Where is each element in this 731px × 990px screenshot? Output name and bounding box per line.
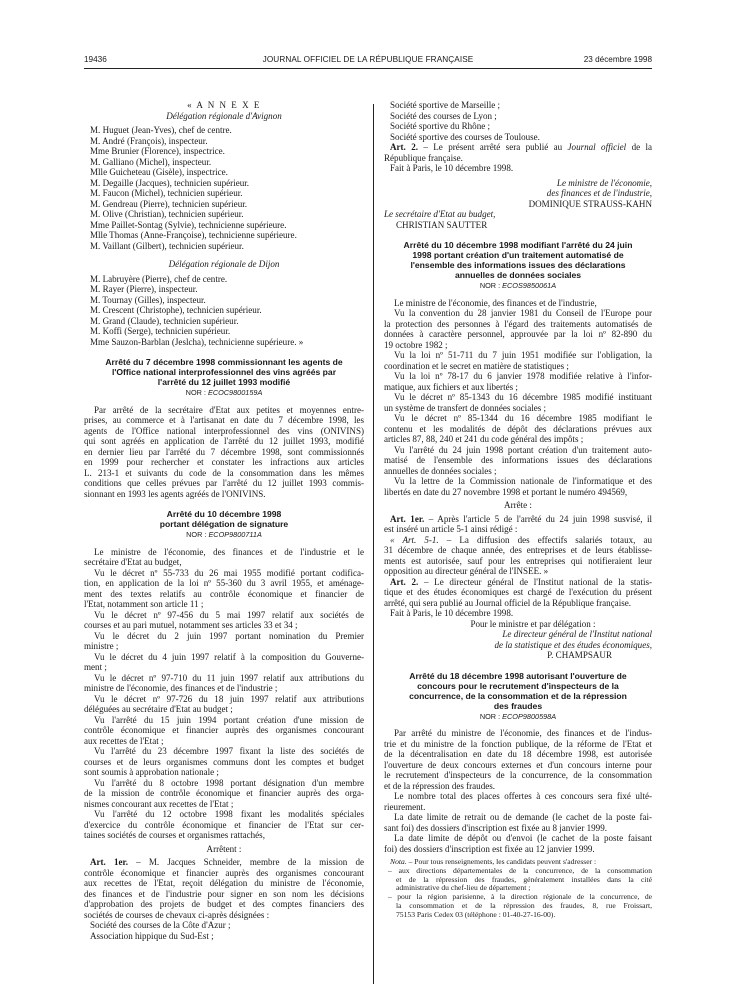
article-text: est inséré un article 5-1 ainsi rédigé : [384,524,518,534]
article-text: tique et des études économiques est chargé de l'exécution du présent [384,587,652,597]
paragraph-line: ministre de l'économie, des finances et de l'industrie ; [84,683,278,693]
list-item: M. Galliano (Michel), inspecteur. [90,156,212,167]
paragraph-line: aux recettes de l'Etat ; [84,735,164,746]
paragraph-line: Vu le décret nº 97-456 du 5 mai 1997 relatif aux sociétés de [94,609,364,620]
arrete-2-fait: Fait à Paris, le 10 décembre 1998. [390,163,514,173]
list-item: Société des courses de Lyon ; [390,110,497,121]
paragraph-line: taines sociétés de courses et organismes rattachés, [84,830,265,840]
title-line: des fraudes [493,700,543,711]
article-text: – Le directeur général de l'Institut national de la statis- [418,576,652,587]
signature-ministre: Le ministre de l'économie, des finances et de l'industrie, DOMINIQUE STRAUSS-KAHN [528,177,652,209]
paragraph-line: La date limite de dépôt ou d'envoi (le cachet de la poste faisant [394,833,652,843]
paragraph-line: Le ministre de l'économie, des finances et de l'industrie et le [94,546,364,557]
societes-list-left [84,920,364,941]
list-item: M. Huguet (Jean-Yves), chef de centre. [90,125,232,135]
paragraph-line [384,598,652,609]
paragraph-line: Vu la convention du 28 janvier 1981 du Conseil de l'Europe pour [394,308,652,318]
header-rule [84,68,652,69]
paragraph [84,547,364,568]
nota-item [384,867,652,893]
dijon-heading: Délégation régionale de Dijon [168,259,280,269]
paragraph-line: Vu la loi nº 51-711 du 7 juin 1951 modifiée sur l'obligation, la [394,350,652,360]
list-item: Société sportive des courses de Toulouse. [390,131,540,142]
page-header [84,55,652,67]
paragraph-line: agents de l'Office national interprofessionnel des vins (ONIVINS) [84,425,364,436]
right-column [384,100,652,920]
list-item: Société sportive de Marseille ; [390,100,501,110]
nota-line: – pour la région parisienne, à la direction régionale de la concurrence, de [388,892,652,902]
title-line: Arrêté du 10 décembre 1998 modifiant l'arrêté du 24 juin [403,240,633,250]
arrete-3-fait: Fait à Paris, le 10 décembre 1998. [390,608,514,618]
list-item: M. André (François), inspecteur. [90,135,208,146]
article-text: – Après l'article 5 de l'arrêté du 24 juin 1998 susvisé, il [424,513,652,524]
paragraph-line [84,857,364,868]
paragraph [384,392,652,413]
paragraph [384,445,652,477]
paragraph-line: 19 octobre 1982 ; [384,339,448,350]
arrete-3-nor: NOR : ECOS9850061A [479,281,557,290]
paragraph-line: sont soumis à approbation nationale ; [84,767,219,777]
list-item: M. Vaillant (Gilbert), technicien supérieur. [90,240,244,251]
arrete-1-title [84,357,364,387]
paragraph-line: Vu l'arrêté du 12 octobre 1998 fixant les modalités spéciales [94,809,364,819]
title-line: annuelles de données sociales [454,270,582,280]
avignon-members [84,125,364,251]
paragraph-line: contenu et les modalités de dépôt des déclarations prévues aux [384,423,652,434]
paragraph-line: Le nombre total des places offertes à ces concours sera fixé ulté- [394,791,652,801]
arrete-4-nor: NOR : ECOP9800598A [479,711,557,721]
title-line: concours pour le recrutement d'inspecteurs de la [417,680,619,691]
list-item: M. Rayer (Pierre), inspecteur. [90,284,198,294]
paragraph [384,413,652,445]
title-line: Arrêté du 7 décembre 1998 commissionnant les agents de [105,357,343,367]
article-label: Art. 2. [390,142,418,152]
annexe-title: « A N N E X E [187,100,261,110]
paragraph-line: Vu le décret nº 85-1344 du 16 décembre 1985 modifiant le [394,413,652,423]
nota-line: la consommation et de la répression des fraudes, 8, rue Froissart, [396,900,652,910]
paragraph-line [384,566,652,577]
article-text: – La diffusion des effectifs salariés totaux, au [438,534,653,545]
paragraph-line: un système de transfert de données sociales ; [384,402,547,413]
paragraph [84,809,364,841]
list-item: M. Gendreau (Pierre), technicien supérieur. [90,198,247,209]
paragraph-line [84,910,364,921]
paragraph-line: sionnant en 1993 les agents agréés de l'ONIVINS. [84,488,266,499]
title-line: portant délégation de signature [159,519,289,529]
journal-title: JOURNAL OFFICIEL DE LA RÉPUBLIQUE FRANÇAISE [262,55,474,64]
paragraph-line [384,535,652,546]
list-item: Société sportive du Rhône ; [390,121,491,131]
paragraph [84,673,364,694]
title-line: 1998 portant création d'un traitement automatisé de [412,250,624,260]
paragraph-line: Vu le décret du 4 juin 1997 relatif à la composition du Gouverne- [94,651,364,662]
arrete-3-article-2 [384,577,652,609]
paragraph-line: la protection des personnes à l'égard des traitements automatisés de [384,318,652,329]
paragraph-line: qui sont agréés en application de l'arrêté du 12 juillet 1993, modifié [84,436,364,446]
arrete-3-article-5-1 [384,535,652,577]
paragraph [384,350,652,371]
paragraph [84,568,364,610]
title-line: l'Office national interprofessionnel des vins agréés par [111,367,337,377]
paragraph-line: Vu le décret nº 97-726 du 18 juin 1997 relatif aux attributions [94,693,364,704]
paragraph-line: données à caractère personnel, approuvée par la loi nº 82-890 du [384,329,652,339]
paragraph [84,715,364,747]
article-text: sociétés de courses de chevaux ci-après désignées : [84,909,270,920]
nota-item [384,893,652,919]
list-item: M. Tournay (Gilles), inspecteur. [90,294,206,305]
paragraph [384,476,652,497]
paragraph-line [384,577,652,588]
paragraph-line: ministre ; [84,641,119,651]
page-number: 19436 [84,55,107,64]
paragraph-line: trie et du ministre de la fonction publique, de la réforme de l'Etat et [384,738,652,749]
paragraph-line: Vu la lettre de la Commission nationale de l'informatique et des [394,476,652,486]
paragraph-line: matisé de l'ensemble des informations issues des déclarations [384,455,652,465]
paragraph-line: l'ouverture de deux concours externes et d'un concours interne pour [384,759,652,770]
arrete-4-title [384,671,652,711]
paragraph [84,694,364,715]
list-item: Société des courses de la Côte d'Azur ; [90,920,231,930]
arrete-4-nota: Nota. – Pour tous renseignements, les candidats peuvent s'adresser : – aux directions départementales de la concurrence, de la consommation et de la répression des fraudes, généralement installées dans la cité administrative du chef-lieu de département ; – pour la région parisienne, à la direction régionale de la concurrence, de la consommation et de la répression des fraudes, 8, rue Froissart, 75153 Paris Cedex 03 (téléphone : 01-40-27-16-00). [384,858,652,920]
paragraph-line: Vu l'arrêté du 24 juin 1998 portant création d'un traitement auto- [394,444,652,455]
arrete-3-title [384,240,652,280]
paragraph-line: annuelles de données sociales ; [384,465,497,476]
paragraph-line: ment des textes relatifs au contrôle économique et financier de [84,588,364,599]
list-item: M. Faucon (Michel), technicien supérieur. [90,188,243,198]
paragraph [84,631,364,652]
list-item: M. Crescent (Christophe), technicien supérieur. [90,305,262,315]
paragraph-line: et de la répression des fraudes. [384,780,496,791]
arrete-1-body [84,405,364,500]
paragraph-line: courses et au pari mutuel, notamment ses articles 33 et 34 ; [84,620,298,630]
arrete-3-visas [384,298,652,498]
issue-date: 23 décembre 1998 [583,55,652,64]
journal-officiel: Journal officiel [567,142,627,152]
paragraph-line: Vu l'arrêté du 8 octobre 1998 portant désignation d'un membre [94,777,364,788]
paragraph-line: de la mission de contrôle économique et financier auprès des orga- [84,788,364,798]
arrete-3-article-1 [384,514,652,535]
article-text: opposition au directeur général de l'INSEE. » [384,566,549,576]
paragraph [84,610,364,631]
paragraph-line: ment ; [84,662,107,672]
article-label: Art. 2. [390,576,419,587]
paragraph-line: Vu le décret du 2 juin 1997 portant nomination du Premier [94,630,364,641]
paragraph [84,778,364,810]
paragraph [84,746,364,778]
paragraph-line: Vu la loi nº 78-17 du 6 janvier 1978 modifiée relative à l'infor- [394,371,652,381]
arrete-3-sig-intro: Pour le ministre et par délégation : [470,618,596,629]
paragraph-line: de la décentralisation en date du 18 décembre 1998, est autorisée [384,749,652,759]
list-item: M. Grand (Claude), technicien supérieur. [90,315,239,326]
arrete-1-nor: NOR : ECOC9800159A [185,388,263,397]
title-line: l'arrêté du 12 juillet 1993 modifié [157,377,291,387]
paragraph-line: en dernier lieu par l'arrêté du 7 décembre 1998, sont commissionnés [84,446,364,457]
arrete-4-body [384,728,652,854]
paragraph [384,833,652,854]
paragraph-line: prises, au commerce et à l'artisanat en date du 7 décembre 1998, les [84,415,364,425]
arrete-2-article-2 [384,142,652,163]
paragraph-line [384,514,652,525]
arrete-3-signature: Le directeur général de l'Institut national de la statistique et des études économiques, P. CHAMPSAUR [494,629,652,660]
paragraph-line: Par arrêté du ministre de l'économie, des finances et de l'indus- [394,728,652,738]
paragraph [384,308,652,350]
paragraph-line [84,878,364,889]
column-divider [373,104,374,984]
title-line: l'ensemble des informations issues des déclarations [410,260,626,270]
article-text: de la [626,142,653,152]
dijon-members [84,274,364,348]
title-line: concurrence, de la consommation et de la répression [409,690,627,701]
article-text: 31 décembre de chaque année, des entreprises et de leurs établisse- [384,545,652,555]
paragraph-line [384,524,652,535]
paragraph-line [84,889,364,900]
paragraph-line: conditions que celles prévues par l'arrêté du 12 juillet 1993 commis- [84,478,364,488]
paragraph-line [84,899,364,910]
paragraph [384,728,652,791]
article-label: Art. 1er. [90,857,128,867]
list-item: M. Labruyère (Pierre), chef de centre. [90,273,228,284]
nota-line: – aux directions départementales de la concurrence, de la consommation [388,865,652,875]
paragraph-line: Le ministre de l'économie, des finances et de l'industrie, [394,297,597,308]
paragraph-line: libertés en date du 27 novembre 1998 et portant le numéro 494569, [384,486,628,497]
list-item: Mlle Thomas (Anne-Françoise), technicienne supérieure. [90,230,297,240]
list-item: M. Koffi (Serge), technicien supérieur. [90,326,231,336]
paragraph-line: foi) des dossiers d'inscription est fixée au 12 janvier 1999. [384,843,595,854]
paragraph-line [384,545,652,556]
title-line: Arrêté du 18 décembre 1998 autorisant l'ouverture de [409,670,627,681]
paragraph-line: l'Etat, notamment son article 11 ; [84,599,204,609]
arrete-2-title [84,509,364,529]
paragraph-line: La date limite de retrait ou de demande (le cachet de la poste fai- [394,812,652,822]
paragraph [384,812,652,833]
paragraph-line: nismes concourant aux recettes de l'Etat ; [84,798,234,809]
paragraph-line: Vu le décret nº 55-733 du 26 mai 1955 modifié portant codifica- [94,567,364,578]
paragraph-line [84,868,364,879]
arrete-2-visas [84,547,364,841]
paragraph-line: sant foi) des dossiers d'inscription est fixée au 8 janvier 1999. [384,822,607,833]
signature-secretaire: Le secrétaire d'Etat au budget, CHRISTIAN SAUTTER [384,209,496,230]
list-item: Mme Brunier (Florence), inspectrice. [90,146,225,156]
list-item: Mlle Guicheteau (Gisèle), inspectrice. [90,167,228,177]
nota-line: et de la répression des fraudes, généralement installées dans la cité [396,874,652,884]
paragraph-line [384,587,652,598]
arrete-3-arrete: Arrête : [504,500,532,510]
nota-line: 75153 Paris Cedex 03 (téléphone : 01-40-27-16-00). [396,909,556,919]
article-text: – Le présent arrêté sera publié au [418,142,568,152]
paragraph-line: coordination et le secret en matière de statistiques ; [384,360,569,371]
nota-line: administrative du chef-lieu de département ; [396,883,531,893]
paragraph-line: L. 213-1 et suivants du code de la consommation dans les mêmes [84,467,364,478]
paragraph-line: courses et de leurs organismes communs dont les comptes et budget [84,756,364,767]
paragraph-line: République française. [384,152,463,163]
article-text: contrôle économique et financier auprès des organismes concourant [84,867,364,878]
list-item: Mme Sauzon-Barblan (Jeslcha), technicienne supérieure. » [90,336,304,347]
arrete-2-article-1 [84,857,364,920]
paragraph [384,371,652,392]
arrete-2-arretent: Arrêtent : [206,843,242,854]
article-text: d'approbation des projets de budget et des comptes financiers des [84,899,364,909]
article-text: aux recettes de l'Etat, reçoit délégation du ministre de l'économie, [84,878,364,888]
title-line: Arrêté du 10 décembre 1998 [166,509,282,519]
avignon-heading: Délégation régionale d'Avignon [166,110,282,121]
article-text: – M. Jacques Schneider, membre de la mission de [127,857,364,867]
paragraph-line: contrôle économique et financier auprès des organismes concourant [84,725,364,735]
paragraph-line: en 1999 pour rechercher et constater les infractions aux articles [84,457,364,467]
paragraph-line: Vu le décret nº 85-1343 du 16 décembre 1985 modifié instituant [394,392,652,402]
paragraph-line [384,142,652,153]
paragraph [384,298,652,309]
paragraph-line: matique, aux fichiers et aux libertés ; [384,381,518,392]
paragraph-line: Vu l'arrêté du 15 juin 1994 portant création d'une mission de [94,714,364,725]
paragraph-line: d'exercice du contrôle économique et financier de l'Etat sur cer- [84,819,364,830]
paragraph-line: le recrutement d'inspecteurs de la concurrence, de la consommation [384,770,652,780]
paragraph [384,791,652,812]
article-label: Art. 1er. [390,513,425,524]
paragraph-line: rieurement. [384,801,426,812]
paragraph [84,652,364,673]
paragraph-line: articles 87, 88, 240 et 241 du code général des impôts ; [384,434,584,444]
societes-list-right [384,100,652,142]
paragraph-line: secrétaire d'Etat au budget, [84,557,182,567]
paragraph-line: Par arrêté de la secrétaire d'Etat aux petites et moyennes entre- [94,404,364,415]
list-item: M. Olive (Christian), technicien supérieur. [90,209,244,219]
article-text: des finances et de l'industrie pour signer en son nom les décisions [84,888,364,899]
paragraph-line [384,556,652,567]
paragraph-line: Vu l'arrêté du 23 décembre 1997 fixant la liste des sociétés de [94,746,364,756]
paragraph-line: Vu le décret nº 97-710 du 11 juin 1997 relatif aux attributions du [94,672,364,683]
paragraph-line: tion, en application de la loi nº 55-360 du 3 avril 1955, et aménage- [84,578,364,588]
list-item: Association hippique du Sud-Est ; [90,930,214,941]
paragraph-line: déléguées au secrétaire d'Etat au budget ; [84,704,233,714]
arrete-2-nor: NOR : ECOP9800711A [186,530,262,539]
article-text: arrêté, qui sera publié au Journal officiel de la République française. [384,597,632,608]
list-item: M. Degaille (Jacques), technicien supérieur. [90,177,250,188]
left-column [84,100,364,941]
article-label: « Art. 5-1. [390,534,439,545]
article-text: ments est autorisée, sauf pour les entreprises qui notifieraient leur [384,555,652,566]
list-item: Mme Paillet-Sontag (Sylvie), technicienne supérieure. [90,219,287,230]
